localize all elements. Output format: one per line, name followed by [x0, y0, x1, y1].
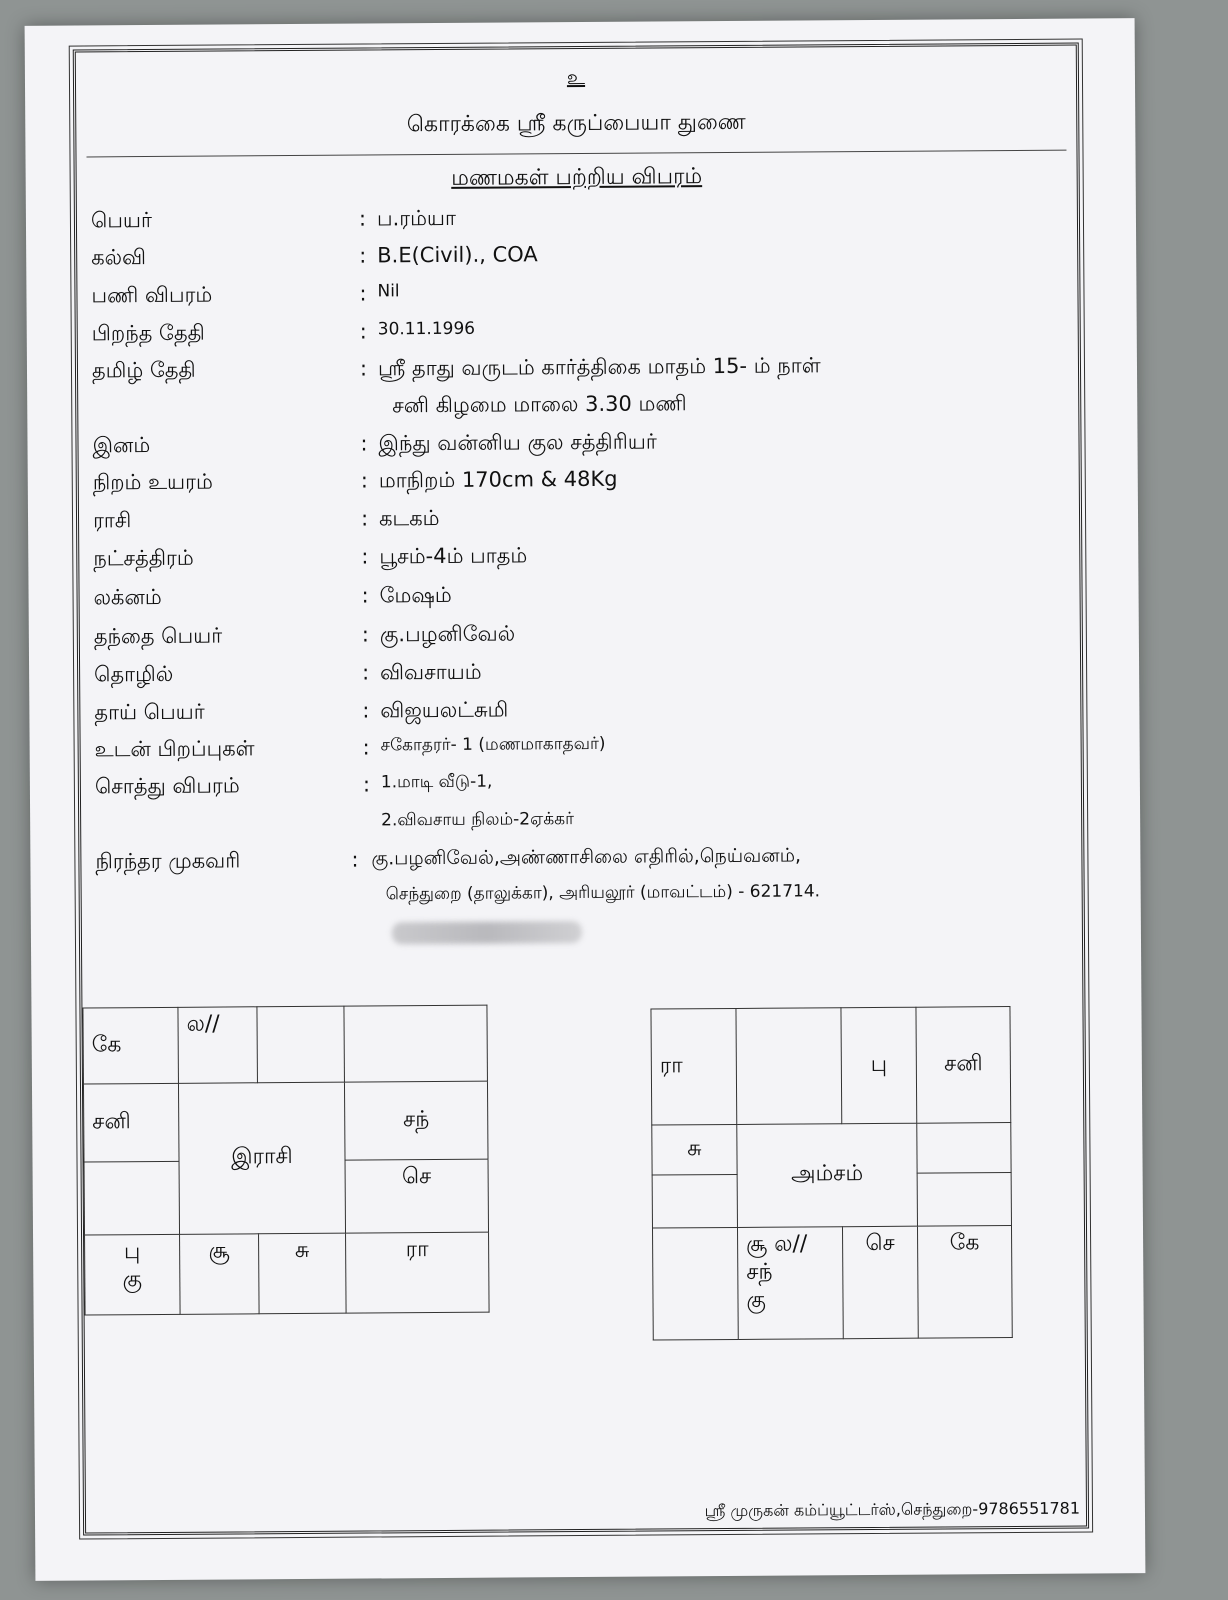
rasi-cell: சந்: [344, 1081, 488, 1160]
detail-label: தாய் பெயர்: [94, 699, 205, 725]
amsam-chart: [650, 1006, 1012, 1341]
detail-label: நட்சத்திரம்: [93, 545, 194, 571]
detail-label: நிறம் உயரம்: [92, 469, 213, 495]
detail-value: கு.பழனிவேல்: [379, 621, 516, 647]
detail-value: பூசம்-4ம் பாதம்: [379, 543, 528, 569]
detail-value: இந்து வன்னிய குல சத்திரியர்: [378, 429, 657, 456]
redacted-phone: [392, 921, 582, 944]
amsam-cell: பு: [841, 1007, 917, 1124]
detail-value: Nil: [377, 281, 400, 302]
amsam-cell: சு: [652, 1125, 737, 1176]
rasi-cell: பு கு: [85, 1234, 181, 1315]
rasi-chart: [82, 1005, 489, 1316]
detail-value-line2: 2.விவசாய நிலம்-2ஏக்கர்: [381, 809, 575, 831]
detail-label: உடன் பிறப்புகள்: [94, 736, 255, 762]
rasi-cell: [257, 1006, 345, 1083]
detail-label: சொத்து விபரம்: [94, 773, 240, 799]
detail-value: B.E(Civil)., COA: [377, 242, 538, 268]
detail-label: லக்னம்: [93, 584, 162, 610]
amsam-cell: [736, 1008, 842, 1125]
amsam-cell: [652, 1175, 737, 1228]
detail-label: பிறந்த தேதி: [91, 320, 205, 346]
page-title: மணமகள் பற்றிய விபரம்: [451, 164, 703, 191]
om-symbol: உ: [566, 64, 586, 90]
detail-value-line2: சனி கிழமை மாலை 3.30 மணி: [392, 391, 687, 418]
rasi-cell: செ: [345, 1160, 489, 1233]
detail-label: தமிழ் தேதி: [91, 357, 196, 383]
amsam-cell: செ: [842, 1226, 918, 1339]
detail-label: இனம்: [92, 433, 151, 458]
rasi-cell: ரா: [346, 1232, 490, 1313]
detail-value-line2: செந்துறை (தாலுக்கா), அரியலூர் (மாவட்டம்) - 621714.: [385, 881, 821, 905]
detail-label: தொழில்: [94, 661, 174, 687]
detail-value: விஜயலட்சுமி: [380, 697, 509, 723]
amsam-cell: ரா: [651, 1008, 737, 1125]
detail-value: கு.பழனிவேல்,அண்ணாசிலை எதிரில்,நெய்வனம்,: [371, 844, 802, 870]
amsam-cell: [917, 1173, 1011, 1226]
detail-value: ப.ரம்யா: [376, 205, 457, 231]
rasi-cell: கே: [83, 1007, 179, 1084]
detail-value: விவசாயம்: [380, 659, 482, 685]
document-sheet: [25, 18, 1146, 1581]
rasi-cell: ல//: [178, 1007, 258, 1084]
detail-value: 30.11.1996: [377, 318, 476, 340]
amsam-cell: சனி: [916, 1007, 1011, 1124]
detail-label: பணி விபரம்: [91, 282, 213, 308]
amsam-cell: [917, 1123, 1011, 1174]
amsam-cell: சூ ல// சந் கு: [737, 1226, 843, 1339]
rasi-cell: [344, 1005, 488, 1082]
divider: [86, 150, 1066, 158]
detail-label: பெயர்: [90, 208, 152, 233]
amsam-cell: கே: [917, 1225, 1012, 1338]
rasi-cell: சு: [259, 1233, 347, 1314]
rasi-cell: சூ: [180, 1234, 260, 1315]
detail-value: ஸ்ரீ தாது வருடம் கார்த்திகை மாதம் 15- ம் நாள்: [377, 353, 821, 381]
detail-label: நிரந்தர முகவரி: [95, 848, 241, 874]
detail-label: ராசி: [92, 508, 132, 533]
detail-value: சகோதரர்- 1 (மணமாகாதவர்): [380, 733, 606, 756]
detail-label: தந்தை பெயர்: [93, 623, 223, 649]
rasi-cell: [84, 1162, 180, 1235]
detail-value: மாநிறம் 170cm & 48Kg: [378, 466, 618, 493]
amsam-center-label: அம்சம்: [737, 1124, 918, 1228]
page-border: உ கொரக்கை ஸ்ரீ கருப்பையா துணை மணமகள் பற்றிய விபரம் பெயர் : ப.ரம்யா கல்வி : B.E(Civil)., COA பணி விபரம் : Nil பிறந்த தேதி : 30.11.1996 தமிழ் தேதி : ஸ்ரீ தாது வருடம் கார்த்திகை மாதம் 15- ம் நாள் சனி கிழமை மாலை 3.30 மணி இனம் : இந்து வன்னிய குல சத்திரியர் நிறம் உயரம் : மாநிறம் 170cm & 48Kg ராசி : கடகம் நட்சத்திரம் : பூசம்-4ம் பாதம் லக்னம் : மேஷம் தந்தை பெயர் : கு.பழனிவேல் தொழில் : விவசாயம் தாய் பெயர் : விஜயலட்சுமி உடன் பிறப்புகள் : சகோதரர்- 1 (மணமாகாதவர்) சொத்து விபரம் : 1.மாடி வீடு-1, 2.விவசாய நிலம்-2ஏக்கர் நிரந்தர முகவரி : கு.பழனிவேல்,அண்ணாசிலை எதிரில்,நெய்வனம், செந்துறை (தாலுக்கா), அரியலூர் (மாவட்டம்) - 621714. கே ல// சனி இராசி சந் செ பு கு சூ சு ரா ரா பு சனி சு அம்சம் சூ ல// சந் கு செ கே ஸ்ரீ முருகன் கம்ப்யூட்டர்ஸ்,செந்துறை-9786551781: [73, 43, 1089, 1536]
detail-value: 1.மாடி வீடு-1,: [380, 771, 493, 793]
invocation-heading: கொரக்கை ஸ்ரீ கருப்பையா துணை: [406, 109, 746, 138]
amsam-cell: [652, 1227, 738, 1340]
printer-credit: ஸ்ரீ முருகன் கம்ப்யூட்டர்ஸ்,செந்துறை-9786551781: [704, 1498, 1081, 1521]
detail-value: மேஷம்: [379, 582, 452, 608]
rasi-cell: சனி: [83, 1084, 179, 1163]
detail-label: கல்வி: [91, 245, 147, 270]
detail-value: கடகம்: [378, 506, 440, 531]
rasi-center-label: இராசி: [178, 1082, 345, 1234]
